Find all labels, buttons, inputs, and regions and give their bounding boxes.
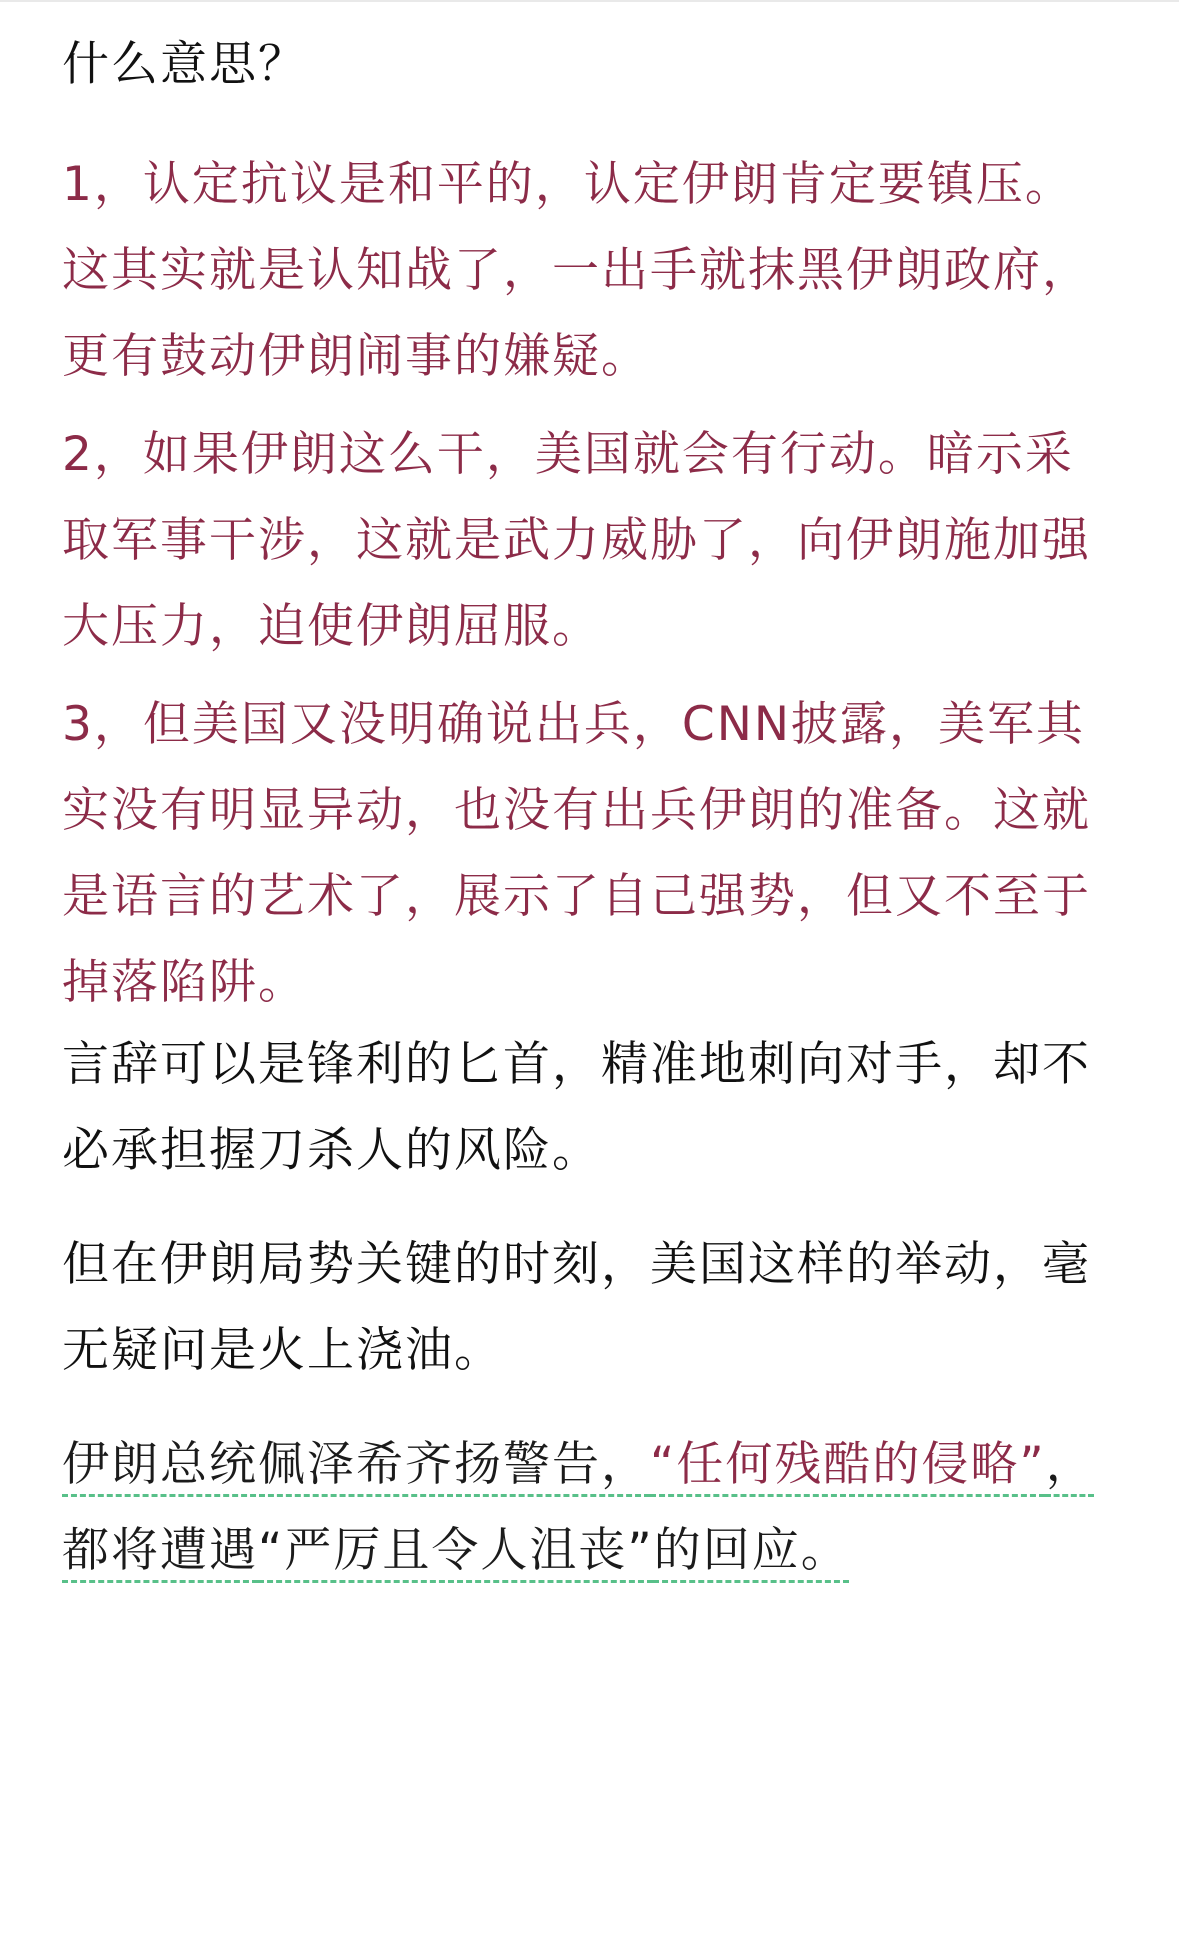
- point-3-paragraph: 3，但美国又没明确说出兵，CNN披露，美军其实没有明显异动，也没有出兵伊朗的准备。这就是语言的艺术了，展示了自己强势，但又不至于掉落陷阱。: [62, 697, 1091, 1010]
- intro-line: 什么意思？: [62, 37, 307, 92]
- quote-phrase-2: “严厉且令人沮丧”: [258, 1523, 654, 1578]
- highlighted-quote-paragraph[interactable]: [62, 1422, 1122, 1594]
- quote-phrase-1: “任何残酷的侵略”: [650, 1437, 1046, 1492]
- remark-2-paragraph: 但在伊朗局势关键的时刻，美国这样的举动，毫无疑问是火上浇油。: [62, 1237, 1091, 1378]
- quote-middle-text: ，都将遭遇: [62, 1437, 1095, 1578]
- point-1-paragraph: 1，认定抗议是和平的，认定伊朗肯定要镇压。这其实就是认知战了，一出手就抹黑伊朗政府，更有鼓动伊朗闹事的嫌疑。: [62, 157, 1091, 384]
- quote-tail-text: 的回应。: [653, 1523, 850, 1578]
- quote-lead-text: 伊朗总统佩泽希齐扬警告，: [62, 1437, 650, 1492]
- remark-1-paragraph: 言辞可以是锋利的匕首，精准地刺向对手，却不必承担握刀杀人的风险。: [62, 1037, 1091, 1178]
- point-2-paragraph: 2，如果伊朗这么干，美国就会有行动。暗示采取军事干涉，这就是武力威胁了，向伊朗施加强大压力，迫使伊朗屈服。: [62, 427, 1091, 654]
